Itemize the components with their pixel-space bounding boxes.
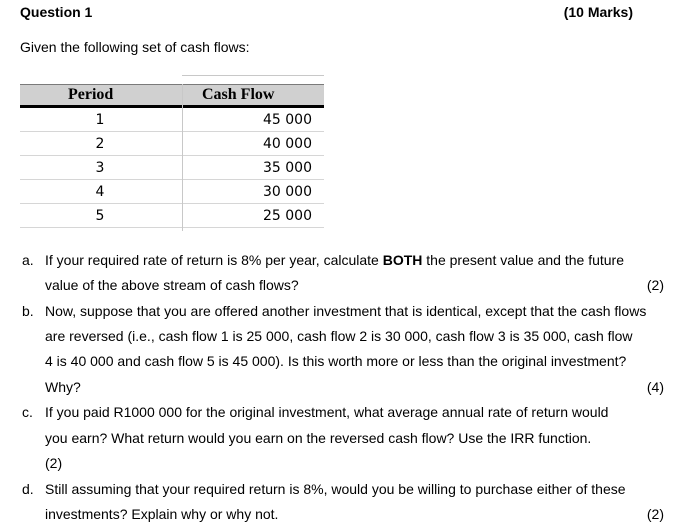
table-row xyxy=(20,180,324,204)
question-b-letter: b. xyxy=(22,303,34,319)
question-d-letter: d. xyxy=(22,481,34,497)
question-c-mark: (2) xyxy=(45,455,63,471)
period-cell: 2 xyxy=(95,136,105,152)
question-a-line1-post: the present value and the future xyxy=(422,252,624,268)
question-a-letter: a. xyxy=(22,252,34,268)
period-cell: 3 xyxy=(95,160,105,176)
question-b-line4: Why? xyxy=(45,379,81,395)
question-c-line1: If you paid R1000 000 for the original investment, what average annual rate of return would xyxy=(45,404,609,420)
question-c-letter: c. xyxy=(22,404,33,420)
period-cell: 1 xyxy=(95,112,105,128)
question-a-mark: (2) xyxy=(646,277,664,293)
table-row xyxy=(20,156,324,180)
question-b-line1: Now, suppose that you are offered another investment that is identical, except that the cash flows xyxy=(45,303,647,319)
period-cell: 5 xyxy=(95,208,105,224)
period-cell: 4 xyxy=(95,184,105,200)
question-b-mark: (4) xyxy=(646,379,664,395)
question-title: Question 1 xyxy=(20,4,93,20)
header-period: Period xyxy=(68,86,114,103)
cash-flow-cell: 25 000 xyxy=(263,208,312,224)
question-d-line2: investments? Explain why or why not. xyxy=(45,506,279,522)
question-d-mark: (2) xyxy=(646,506,664,522)
question-a-line1-pre: If your required rate of return is 8% per year, calculate xyxy=(45,252,383,268)
question-a-line1 xyxy=(45,252,624,268)
question-d-line1: Still assuming that your required return is 8%, would you be willing to purchase either of these xyxy=(45,481,626,497)
cash-flow-cell: 35 000 xyxy=(263,160,312,176)
table-row xyxy=(20,132,324,156)
cash-flow-cell: 30 000 xyxy=(263,184,312,200)
column-divider xyxy=(182,84,183,231)
table-row xyxy=(20,108,324,132)
question-marks: (10 Marks) xyxy=(563,4,633,20)
cash-flow-cell: 40 000 xyxy=(263,136,312,152)
question-a-line2: value of the above stream of cash flows? xyxy=(45,277,299,293)
question-a-line1-bold: BOTH xyxy=(382,252,423,268)
table-header xyxy=(20,84,324,108)
question-b-line3: 4 is 40 000 and cash flow 5 is 45 000). Is this worth more or less than the original investment? xyxy=(45,353,627,369)
question-c-line2: you earn? What return would you earn on the reversed cash flow? Use the IRR function. xyxy=(45,430,592,446)
cash-flow-cell: 45 000 xyxy=(263,112,312,128)
intro-text: Given the following set of cash flows: xyxy=(20,39,250,55)
question-b-line2: are reversed (i.e., cash flow 1 is 25 000, cash flow 2 is 30 000, cash flow 3 is 35 000, cash flow xyxy=(45,328,633,344)
header-cash-flow: Cash Flow xyxy=(202,86,275,103)
table-top-line xyxy=(182,75,324,76)
table-row xyxy=(20,204,324,228)
